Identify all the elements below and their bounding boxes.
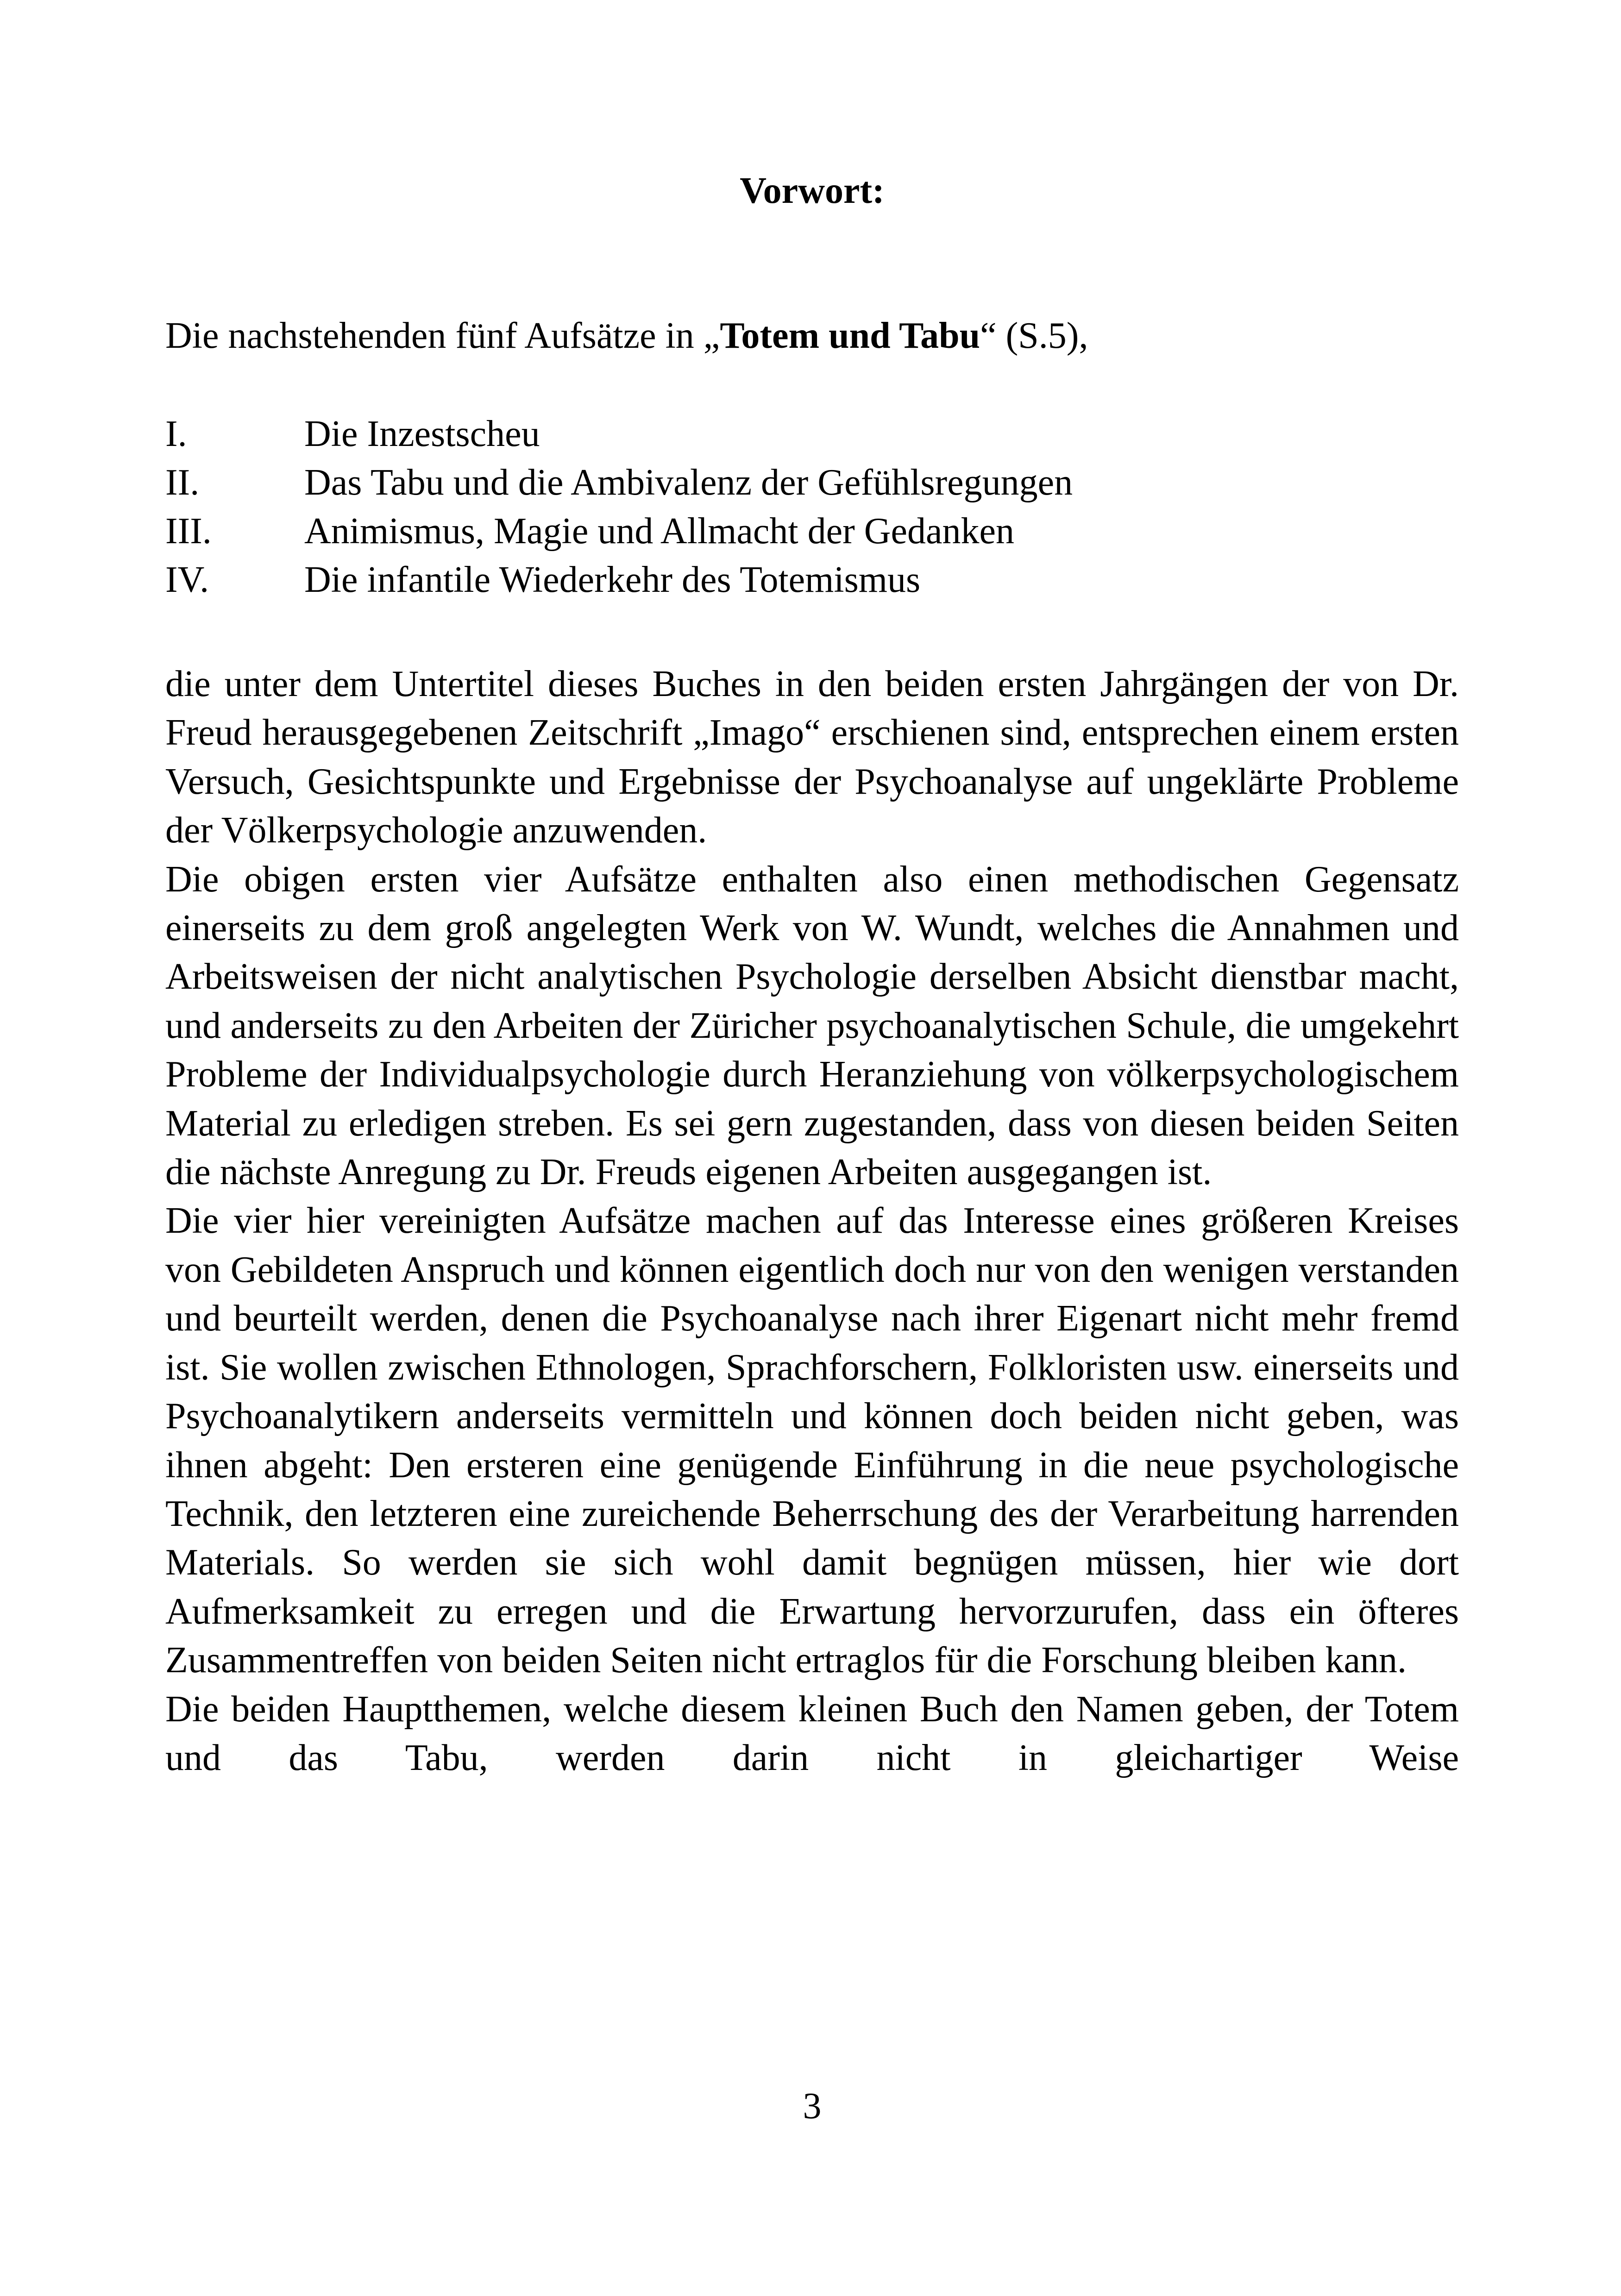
essay-title: Animismus, Magie und Allmacht der Gedanken bbox=[304, 511, 1015, 552]
body-text bbox=[165, 660, 1459, 1782]
essay-numeral: I. bbox=[165, 414, 187, 454]
paragraph: die unter dem Untertitel dieses Buches in den beiden ersten Jahrgängen der von Dr. Freud herausgegebenen Zeitschrift „Imago“ erschienen sind, entsprechen einem ersten Versuch, Gesichtspunkte und Ergebnisse der Psychoanalyse auf ungeklärte Probleme der Völkerpsychologie anzuwenden. bbox=[165, 664, 1459, 851]
essay-numeral: III. bbox=[165, 511, 212, 552]
paragraph: Die beiden Hauptthemen, welche diesem kleinen Buch den Namen geben, der Totem und das Tabu, werden darin nicht in gleichartiger Weise bbox=[165, 1688, 1459, 1778]
intro-text-before: Die nachstehenden fünf Aufsätze in „ bbox=[165, 315, 720, 356]
essay-numeral: II. bbox=[165, 462, 200, 503]
book-title: Totem und Tabu bbox=[720, 315, 980, 356]
document-page bbox=[165, 0, 1459, 2296]
essay-list bbox=[165, 410, 1459, 604]
essay-list-item bbox=[165, 458, 1459, 507]
page-number: 3 bbox=[803, 2086, 822, 2127]
paragraph: Die vier hier vereinigten Aufsätze machen auf das Interesse eines größeren Kreises von Gebildeten Anspruch und können eigentlich doch nur von den wenigen verstanden und beurteilt werden, denen die Psychoanalyse nach ihrer Eigenart nicht mehr fremd ist. Sie wollen zwischen Ethnologen, Sprachforschern, Folkloristen usw. einerseits und Psychoanalytikern anderseits vermitteln und können doch beiden nicht geben, was ihnen abgeht: Den ersteren eine genügende Einführung in die neue psychologische Technik, den letzteren eine zureichende Beherrschung des der Verarbeitung harrenden Materials. So werden sie sich wohl damit begnügen müssen, hier wie dort Aufmerksamkeit zu erregen und die Erwartung hervorzurufen, dass ein öfteres Zusammentreffen von beiden Seiten nicht ertraglos für die Forschung bleiben kann. bbox=[165, 1200, 1459, 1681]
essay-title: Die infantile Wiederkehr des Totemismus bbox=[304, 559, 921, 600]
essay-list-item bbox=[165, 507, 1459, 556]
paragraph: Die obigen ersten vier Aufsätze enthalten also einen methodischen Gegensatz einerseits zu dem groß angelegten Werk von W. Wundt, welches die Annahmen und Arbeitsweisen der nicht analytischen Psychologie derselben Absicht dienstbar macht, und anderseits zu den Arbeiten der Züricher psychoanalytischen Schule, die umgekehrt Probleme der Individualpsychologie durch Heranziehung von völkerpsychologischem Material zu erledigen streben. Es sei gern zugestanden, dass von diesen beiden Seiten die nächste Anregung zu Dr. Freuds eigenen Arbeiten ausgegangen ist. bbox=[165, 859, 1459, 1193]
intro-sentence bbox=[165, 313, 1459, 359]
essay-title: Das Tabu und die Ambivalenz der Gefühlsregungen bbox=[304, 462, 1073, 503]
essay-list-item bbox=[165, 410, 1459, 458]
essay-list-item bbox=[165, 556, 1459, 604]
intro-text-after: “ (S.5), bbox=[980, 315, 1088, 356]
essay-title: Die Inzestscheu bbox=[304, 414, 540, 454]
essay-numeral: IV. bbox=[165, 559, 209, 600]
page-title: Vorwort: bbox=[740, 170, 885, 211]
